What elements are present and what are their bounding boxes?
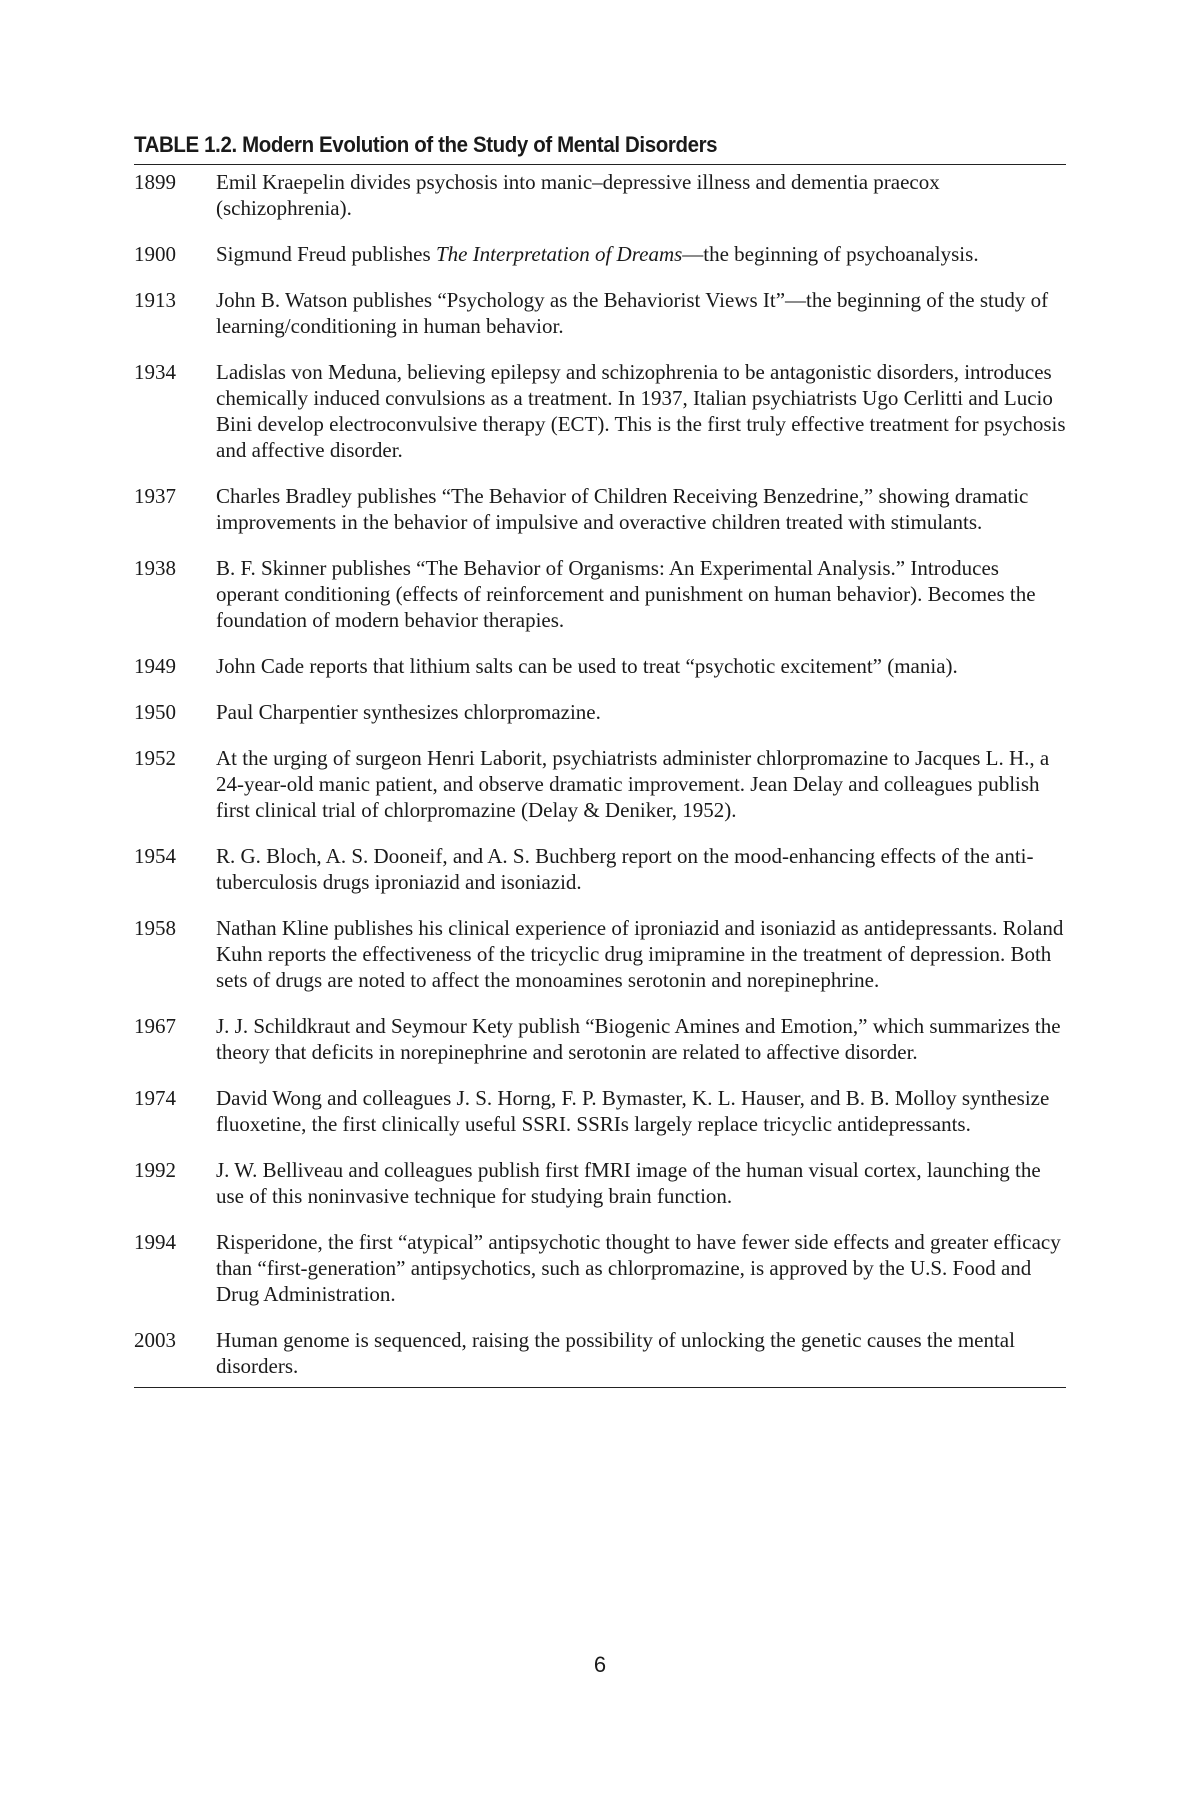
italic-title-text: The Interpretation of Dreams [435, 242, 683, 266]
bottom-rule [134, 1387, 1066, 1388]
description-text: Emil Kraepelin divides psychosis into manic–depressive illness and dementia praecox (schizophrenia). [216, 170, 940, 220]
description-text: Sigmund Freud publishes [216, 242, 436, 266]
row-description [216, 745, 1066, 823]
table-row [134, 483, 1066, 535]
description-text: —the beginning of psychoanalysis. [682, 242, 979, 266]
row-year: 1934 [134, 360, 176, 384]
row-year: 1900 [134, 242, 176, 266]
row-description [216, 287, 1066, 339]
table-row [134, 915, 1066, 993]
description-text: Risperidone, the first “atypical” antipsychotic thought to have fewer side effects and greater efficacy than “first-generation” antipsychotics, such as chlorpromazine, is approved by the U.S. Food and Drug Administration. [216, 1230, 1061, 1306]
row-year: 1974 [134, 1086, 176, 1110]
table-rows [134, 169, 1066, 1379]
table-row [134, 359, 1066, 463]
row-description [216, 653, 1066, 679]
description-text: J. W. Belliveau and colleagues publish first fMRI image of the human visual cortex, launching the use of this noninvasive technique for studying brain function. [216, 1158, 1041, 1208]
table-row [134, 653, 1066, 679]
table-title: TABLE 1.2. Modern Evolution of the Study of Mental Disorders [134, 132, 718, 157]
row-description [216, 1157, 1066, 1209]
row-year: 1952 [134, 746, 176, 770]
row-description [216, 699, 1066, 725]
row-description [216, 1085, 1066, 1137]
table-row [134, 555, 1066, 633]
row-description [216, 555, 1066, 633]
row-year: 1967 [134, 1014, 176, 1038]
row-year: 1992 [134, 1158, 176, 1182]
description-text: Paul Charpentier synthesizes chlorpromazine. [216, 700, 601, 724]
table-row [134, 169, 1066, 221]
table-row [134, 745, 1066, 823]
description-text: Charles Bradley publishes “The Behavior of Children Receiving Benzedrine,” showing dramatic improvements in the behavior of impulsive and overactive children treated with stimulants. [216, 484, 1029, 534]
table-row [134, 699, 1066, 725]
row-description [216, 241, 1066, 267]
table-row [134, 1085, 1066, 1137]
page-number: 6 [593, 1652, 607, 1677]
row-description [216, 1229, 1066, 1307]
description-text: R. G. Bloch, A. S. Dooneif, and A. S. Buchberg report on the mood-enhancing effects of the anti-tuberculosis drugs iproniazid and isoniazid. [216, 844, 1034, 894]
description-text: David Wong and colleagues J. S. Horng, F. P. Bymaster, K. L. Hauser, and B. B. Molloy synthesize fluoxetine, the first clinically useful SSRI. SSRIs largely replace tricyclic antidepressants. [216, 1086, 1050, 1136]
description-text: John B. Watson publishes “Psychology as the Behaviorist Views It”—the beginning of the study of learning/conditioning in human behavior. [216, 288, 1049, 338]
row-description [216, 483, 1066, 535]
top-rule [134, 164, 1066, 165]
row-description [216, 843, 1066, 895]
description-text: Human genome is sequenced, raising the possibility of unlocking the genetic causes the mental disorders. [216, 1328, 1015, 1378]
table-row [134, 1013, 1066, 1065]
description-text: B. F. Skinner publishes “The Behavior of Organisms: An Experimental Analysis.” Introduces operant conditioning (effects of reinforcement and punishment on human behavior). Becomes the foundation of modern behavior therapies. [216, 556, 1036, 632]
row-year: 1913 [134, 288, 176, 312]
table-row [134, 287, 1066, 339]
row-year: 1950 [134, 700, 176, 724]
description-text: At the urging of surgeon Henri Laborit, psychiatrists administer chlorpromazine to Jacques L. H., a 24-year-old manic patient, and observe dramatic improvement. Jean Delay and colleagues publish first clinical trial of chlorpromazine (Delay & Deniker, 1952). [216, 746, 1050, 822]
row-year: 2003 [134, 1328, 176, 1352]
table-row [134, 1229, 1066, 1307]
row-description [216, 1327, 1066, 1379]
description-text: Nathan Kline publishes his clinical experience of iproniazid and isoniazid as antidepressants. Roland Kuhn reports the effectiveness of the tricyclic drug imipramine in the treatment of depression. Both sets of drugs are noted to affect the monoamines serotonin and norepinephrine. [216, 916, 1064, 992]
row-year: 1899 [134, 170, 176, 194]
table-row [134, 1327, 1066, 1379]
description-text: John Cade reports that lithium salts can be used to treat “psychotic excitement” (mania). [216, 654, 958, 678]
table-row [134, 241, 1066, 267]
table-container [134, 132, 1066, 1388]
row-year: 1954 [134, 844, 176, 868]
row-description [216, 1013, 1066, 1065]
description-text: J. J. Schildkraut and Seymour Kety publish “Biogenic Amines and Emotion,” which summarizes the theory that deficits in norepinephrine and serotonin are related to affective disorder. [216, 1014, 1061, 1064]
description-text: Ladislas von Meduna, believing epilepsy and schizophrenia to be antagonistic disorders, introduces chemically induced convulsions as a treatment. In 1937, Italian psychiatrists Ugo Cerlitti and Lucio Bini develop electroconvulsive therapy (ECT). This is the first truly effective treatment for psychosis and affective disorder. [216, 360, 1066, 462]
row-year: 1949 [134, 654, 176, 678]
row-year: 1958 [134, 916, 176, 940]
row-year: 1938 [134, 556, 176, 580]
row-description [216, 915, 1066, 993]
row-description [216, 169, 1066, 221]
table-row [134, 1157, 1066, 1209]
row-year: 1994 [134, 1230, 176, 1254]
table-row [134, 843, 1066, 895]
row-description [216, 359, 1066, 463]
row-year: 1937 [134, 484, 176, 508]
